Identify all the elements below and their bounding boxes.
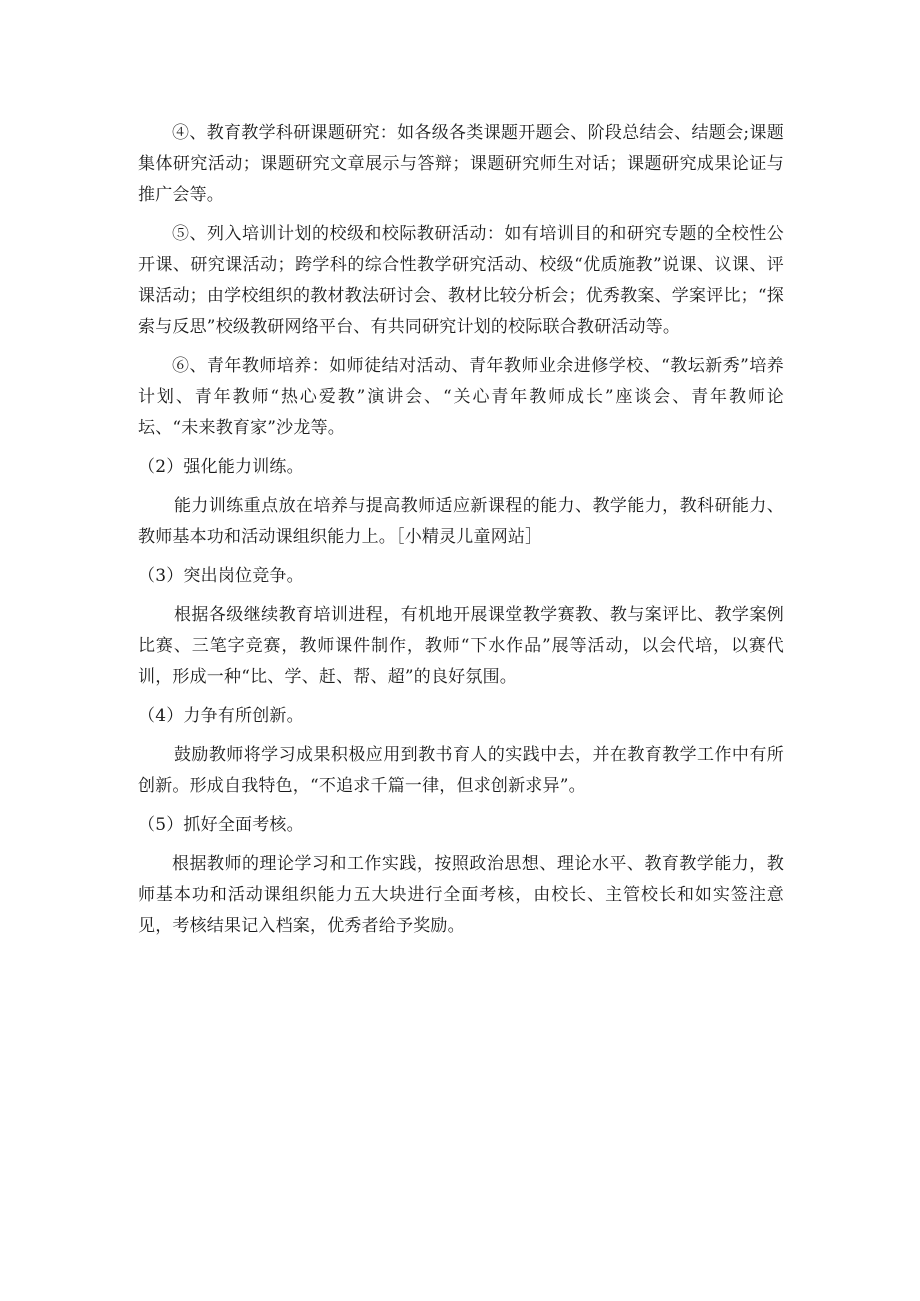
heading-innovation: （4）力争有所创新。 <box>138 706 304 726</box>
paragraph-job-competition: 根据各级继续教育培训进程，有机地开展课堂教学赛教、教与案评比、教学案例比赛、三笔字竞赛，教师课件制作，教师“下水作品”展等活动，以会代培，以赛代训，形成一种“比、学、赶、帮、超”的良好氛围。 <box>138 605 784 687</box>
document-body <box>138 118 784 950</box>
paragraph-teaching-activities: ⑤、列入培训计划的校级和校际教研活动：如有培训目的和研究专题的全校性公开课、研究课活动；跨学科的综合性教学研究活动、校级“优质施教”说课、议课、评课活动；由学校组织的教材教法研讨会、教材比较分析会；优秀教案、学案评比；“探索与反思”校级教研网络平台、有共同研究计划的校际联合教研活动等。 <box>138 224 784 337</box>
heading-ability-training: （2）强化能力训练。 <box>138 457 304 477</box>
paragraph-innovation: 鼓励教师将学习成果积极应用到教书育人的实践中去，并在教育教学工作中有所创新。形成自我特色，“不追求千篇一律，但求创新求异”。 <box>138 745 784 796</box>
paragraph-young-teachers: ⑥、青年教师培养：如师徒结对活动、青年教师业余进修学校、“教坛新秀”培养计划、青年教师“热心爱教”演讲会、“关心青年教师成长”座谈会、青年教师论坛、“未来教育家”沙龙等。 <box>138 356 784 438</box>
paragraph-ability-training: 能力训练重点放在培养与提高教师适应新课程的能力、教学能力，教科研能力、教师基本功和活动课组织能力上。［小精灵儿童网站］ <box>138 496 784 547</box>
heading-assessment: （5）抓好全面考核。 <box>138 815 304 835</box>
heading-job-competition: （3）突出岗位竞争。 <box>138 566 304 586</box>
paragraph-research-topics: ④、教育教学科研课题研究：如各级各类课题开题会、阶段总结会、结题会;课题集体研究活动；课题研究文章展示与答辩；课题研究师生对话；课题研究成果论证与推广会等。 <box>138 123 784 205</box>
paragraph-assessment: 根据教师的理论学习和工作实践，按照政治思想、理论水平、教育教学能力，教师基本功和活动课组织能力五大块进行全面考核，由校长、主管校长和如实签注意见，考核结果记入档案，优秀者给予奖励。 <box>138 854 784 936</box>
